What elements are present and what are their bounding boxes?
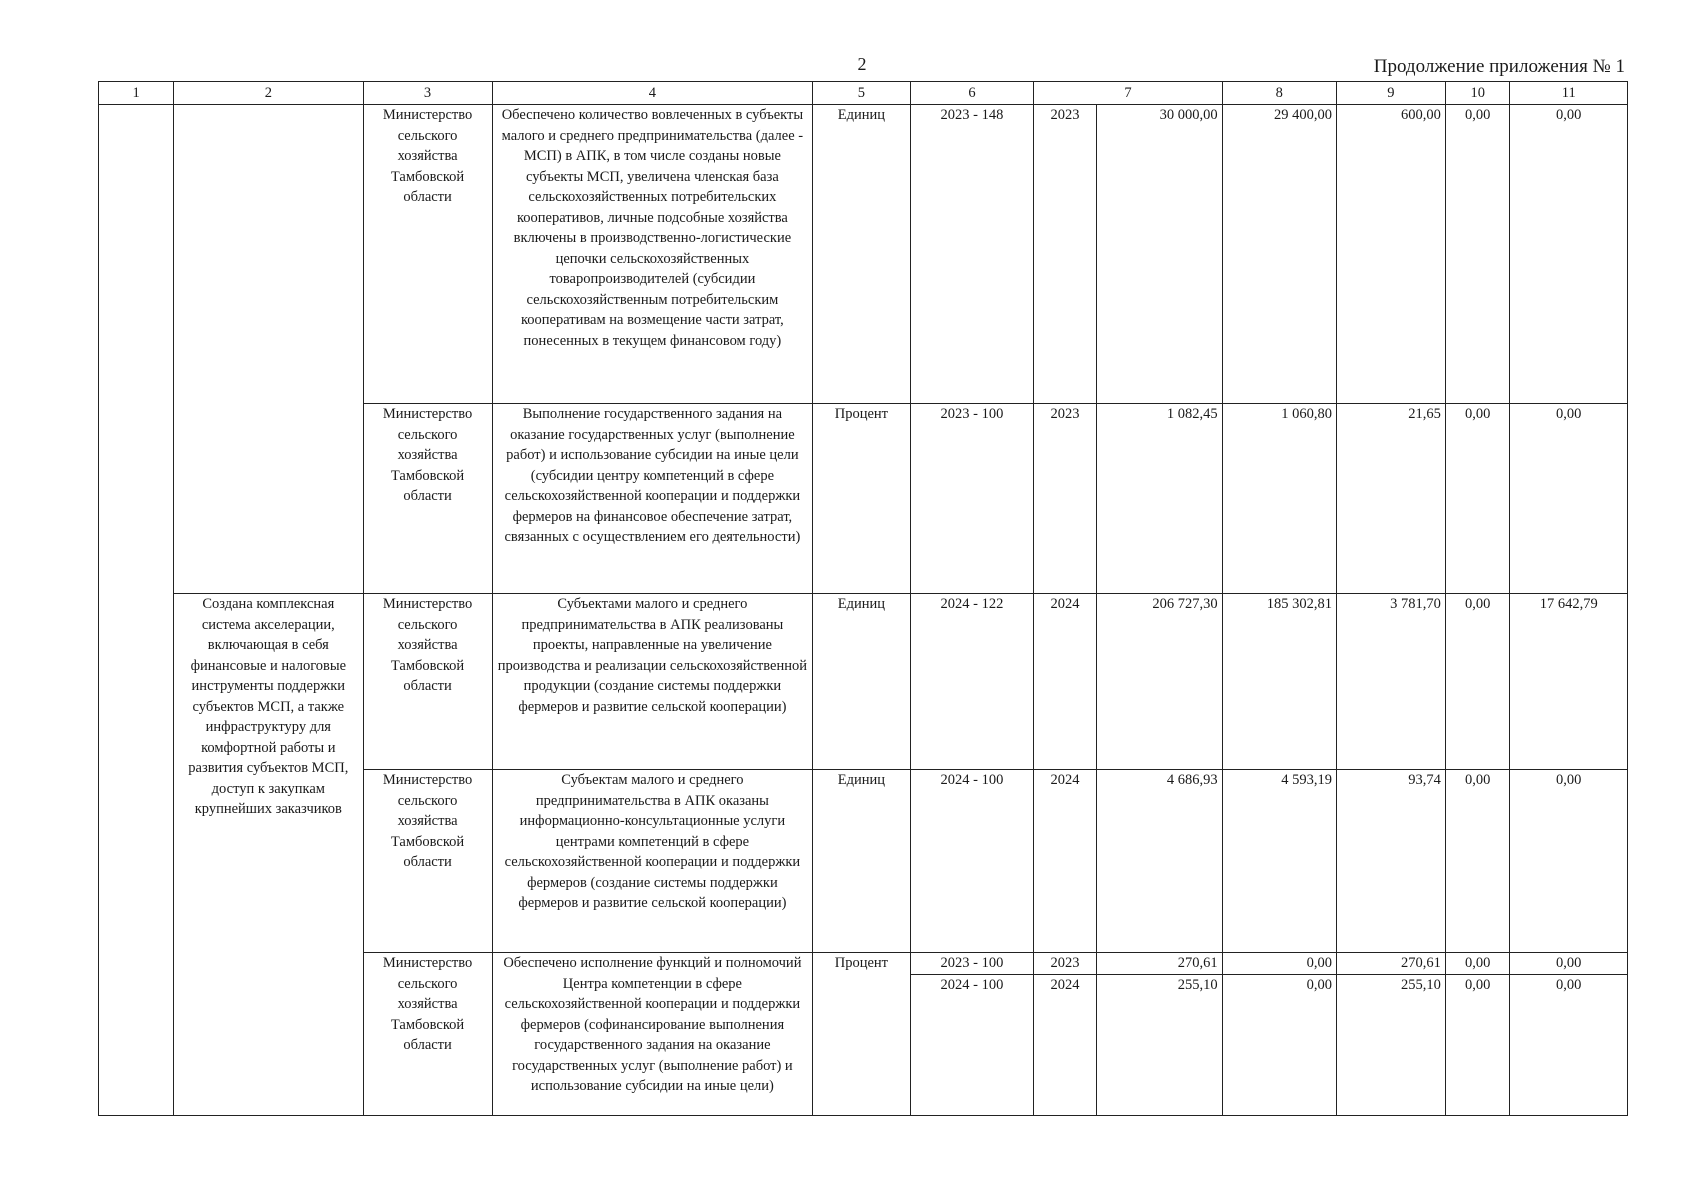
header-cell-9: 9	[1336, 82, 1445, 105]
regional-amount: 21,65	[1336, 404, 1445, 594]
responsible-org: Министерство сельского хозяйства Тамбовской области	[363, 594, 492, 770]
total-amount-2024: 255,10	[1097, 974, 1222, 996]
responsible-org: Министерство сельского хозяйства Тамбовской области	[363, 953, 492, 1116]
federal-amount-2024: 0,00	[1223, 974, 1337, 996]
year-cell: 2023	[1034, 404, 1096, 594]
header-cell-8: 8	[1222, 82, 1336, 105]
header-cell-1: 1	[99, 82, 174, 105]
header-cell-11: 11	[1510, 82, 1628, 105]
regional-amount-2024: 255,10	[1337, 974, 1445, 996]
local-amount: 0,00	[1445, 404, 1510, 594]
federal-amount-2023: 0,00	[1306, 955, 1332, 971]
regional-amount-2023: 270,61	[1401, 955, 1441, 971]
federal-amount: 4 593,19	[1222, 770, 1336, 953]
table-row	[99, 594, 1628, 770]
other-amount: 0,00	[1510, 770, 1628, 953]
local-amount: 0,00	[1445, 770, 1510, 953]
year-cell: 2024	[1034, 594, 1096, 770]
col1-cell	[99, 105, 174, 1116]
indicator-value: 2024 - 122	[910, 594, 1034, 770]
result-description: Субъектам малого и среднего предпринимательства в АПК оказаны информационно-консультационные услуги центрами компетенций в сфере сельскохозяйственной кооперации и поддержки фермеров (создание системы поддержки фермеров и развитие сельской кооперации)	[492, 770, 813, 953]
total-amount: 4 686,93	[1096, 770, 1222, 953]
total-amount: 30 000,00	[1096, 105, 1222, 404]
header-cell-6: 6	[910, 82, 1034, 105]
total-amount: 1 082,45	[1096, 404, 1222, 594]
result-description: Обеспечено количество вовлеченных в субъекты малого и среднего предпринимательства (далее - МСП) в АПК, в том числе созданы новые субъекты МСП, увеличена членская база сельскохозяйственных потребительских кооперативов, личные подсобные хозяйства включены в производственно-логистические цепочки сельскохозяйственных товаропроизводителей (субсидии сельскохозяйственным потребительским кооперативам на возмещение части затрат, понесенных в текущем финансовом году)	[492, 105, 813, 404]
total-amount: 206 727,30	[1096, 594, 1222, 770]
appendix-continuation-title: Продолжение приложения № 1	[1373, 56, 1625, 77]
result-description: Обеспечено исполнение функций и полномочий Центра компетенции в сфере сельскохозяйственной кооперации и поддержки фермеров (софинансирование выполнения государственного задания на оказание государственных услуг (выполнение работ) и использование субсидии на иные цели)	[492, 953, 813, 1116]
table-row	[99, 105, 1628, 404]
local-amount-2024: 0,00	[1446, 974, 1510, 996]
year-cell	[1034, 953, 1096, 1116]
regional-amount: 600,00	[1336, 105, 1445, 404]
appendix-table	[98, 81, 1628, 1116]
unit-cell: Единиц	[813, 770, 910, 953]
total-amount	[1096, 953, 1222, 1116]
responsible-org: Министерство сельского хозяйства Тамбовской области	[363, 105, 492, 404]
responsible-org: Министерство сельского хозяйства Тамбовской области	[363, 770, 492, 953]
unit-cell: Процент	[813, 953, 910, 1116]
header-cell-7: 7	[1034, 82, 1222, 105]
year-2024: 2024	[1034, 974, 1095, 996]
local-amount-2023: 0,00	[1465, 955, 1491, 971]
regional-amount: 93,74	[1336, 770, 1445, 953]
task-description: Создана комплексная система акселерации, включающая в себя финансовые и налоговые инструменты поддержки субъектов МСП, а также инфраструктуру для комфортной работы и развития субъектов МСП, доступ к закупкам крупнейших заказчиков	[174, 594, 363, 1116]
regional-amount: 3 781,70	[1336, 594, 1445, 770]
federal-amount: 1 060,80	[1222, 404, 1336, 594]
other-amount: 0,00	[1510, 404, 1628, 594]
other-amount: 0,00	[1510, 105, 1628, 404]
local-amount	[1445, 953, 1510, 1116]
unit-cell: Единиц	[813, 105, 910, 404]
table-header-row	[99, 82, 1628, 105]
total-amount-2023: 270,61	[1177, 955, 1218, 971]
header-cell-5: 5	[813, 82, 910, 105]
result-description: Субъектами малого и среднего предпринимательства в АПК реализованы проекты, направленные на увеличение производства и реализации сельскохозяйственной продукции (создание системы поддержки фермеров и развитие сельской кооперации)	[492, 594, 813, 770]
responsible-org: Министерство сельского хозяйства Тамбовской области	[363, 404, 492, 594]
unit-cell: Единиц	[813, 594, 910, 770]
federal-amount	[1222, 953, 1336, 1116]
indicator-value: 2023 - 148	[910, 105, 1034, 404]
indicator-value	[910, 953, 1034, 1116]
header-cell-4: 4	[492, 82, 813, 105]
header-cell-2: 2	[174, 82, 363, 105]
year-cell: 2024	[1034, 770, 1096, 953]
page-number: 2	[857, 54, 867, 74]
unit-cell: Процент	[813, 404, 910, 594]
other-amount	[1510, 953, 1628, 1116]
indicator-value: 2024 - 100	[910, 770, 1034, 953]
indicator-value-2023: 2023 - 100	[940, 955, 1004, 971]
other-amount-2023: 0,00	[1556, 955, 1582, 971]
result-description: Выполнение государственного задания на оказание государственных услуг (выполнение работ) и использование субсидии на иные цели (субсидии центру компетенций в сфере сельскохозяйственной кооперации и поддержки фермеров на финансовое обеспечение затрат, связанных с осуществлением его деятельности)	[492, 404, 813, 594]
indicator-value: 2023 - 100	[910, 404, 1034, 594]
federal-amount: 29 400,00	[1222, 105, 1336, 404]
other-amount: 17 642,79	[1510, 594, 1628, 770]
local-amount: 0,00	[1445, 105, 1510, 404]
regional-amount	[1336, 953, 1445, 1116]
other-amount-2024: 0,00	[1510, 974, 1627, 996]
header-cell-10: 10	[1445, 82, 1510, 105]
indicator-value-2024: 2024 - 100	[911, 974, 1034, 996]
header-cell-3: 3	[363, 82, 492, 105]
federal-amount: 185 302,81	[1222, 594, 1336, 770]
year-2023: 2023	[1050, 955, 1080, 971]
local-amount: 0,00	[1445, 594, 1510, 770]
task-cell-empty	[174, 105, 363, 594]
year-cell: 2023	[1034, 105, 1096, 404]
